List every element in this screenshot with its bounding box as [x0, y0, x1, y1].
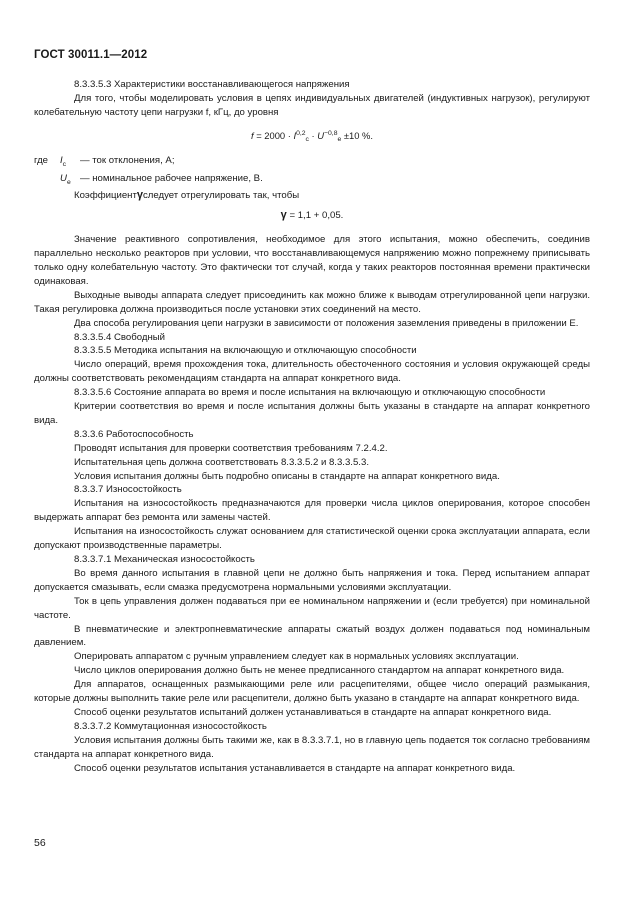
- paragraph: Во время данного испытания в главной цепи не должно быть напряжения и тока. Перед испытанием аппарат допускается смазывать, если смазка предусмотрена нормальными условиями эксплуатации.: [34, 567, 590, 593]
- gamma-symbol: γ: [136, 189, 143, 202]
- gamma-eq-value: = 1,1 + 0,05.: [286, 210, 344, 222]
- where-indent: [34, 172, 60, 190]
- where-line-2: [34, 172, 590, 190]
- where-word: где: [34, 154, 49, 166]
- document-header: ГОСТ 30011.1—2012: [34, 49, 148, 61]
- paragraph: Для того, чтобы моделировать условия в цепях индивидуальных двигателей (индуктивных нагрузок), регулируют колебательную частоту цепи нагрузки f, кГц, до уровня: [34, 92, 590, 118]
- section-heading: 8.3.3.5.4 Свободный: [74, 331, 166, 343]
- where-ue-text: — номинальное рабочее напряжение, В.: [80, 172, 263, 184]
- section-heading: 8.3.3.5.3 Характеристики восстанавливающегося напряжения: [74, 79, 350, 90]
- paragraph: Число операций, время прохождения тока, длительность обесточенного состояния и условия окружающей среды должны соответствовать рекомендациям стандарта на аппарат конкретного вида.: [34, 359, 590, 385]
- where-ue-sub: e: [66, 178, 71, 186]
- paragraph: В пневматические и электропневматические аппараты сжатый воздух должен подаваться под номинальным давлением.: [34, 623, 590, 649]
- where-symbol-ic: [60, 154, 80, 172]
- gamma-equation: [34, 209, 590, 223]
- where-ic-letter: I: [60, 154, 63, 166]
- formula-ic-sub: c: [305, 135, 309, 143]
- frequency-formula: [34, 128, 590, 144]
- formula-coef: = 2000 ·: [253, 129, 294, 141]
- gamma-intro-a: Коэффициент: [74, 190, 137, 202]
- paragraph: Испытательная цепь должна соответствовать 8.3.3.5.2 и 8.3.3.5.3.: [74, 456, 369, 468]
- paragraph: Ток в цепь управления должен подаваться при ее номинальном напряжении и (если требуется) при номинальной частоте.: [34, 595, 590, 621]
- formula-ic-exp: 0,2: [296, 129, 306, 137]
- section-heading: 8.3.3.5.6 Состояние аппарата во время и после испытания на включающую и отключающую способности: [74, 387, 546, 399]
- paragraph: Два способа регулирования цепи нагрузки в зависимости от положения заземления приведены в приложении Е.: [74, 317, 579, 329]
- formula-ic: I: [293, 129, 297, 141]
- paragraph: Критерии соответствия во время и после испытания должны быть указаны в стандарте на аппарат конкретного вида.: [34, 401, 590, 426]
- paragraph: Проводят испытания для проверки соответствия требованиям 7.2.4.2.: [74, 442, 388, 454]
- paragraph: Выходные выводы аппарата следует присоединить как можно ближе к выводам отрегулированной цепи нагрузки. Такая регулировка должна производиться после установки этих соединений на место.: [34, 289, 590, 315]
- where-ue-letter: U: [60, 172, 67, 184]
- formula-dot: ·: [308, 129, 318, 141]
- paragraph: Условия испытания должны быть такими же, как в 8.3.3.7.1, но в главную цепь подается ток согласно требованиям стандарта на аппарат конкретного вида.: [34, 734, 590, 760]
- gamma-eq-symbol: γ: [280, 209, 287, 222]
- paragraph: Значение реактивного сопротивления, необходимое для этого испытания, можно обеспечить, соединив параллельно несколько реакторов при условии, что восстанавливающемуся напряжению можно попрежнему приписывать только одну колебательную частоту. Это фактически тот случай, когда у таких реакторов постоянная времени практически одинаковая.: [34, 234, 590, 287]
- where-line-1: [34, 154, 590, 172]
- paragraph: Оперировать аппаратом с ручным управлением следует как в нормальных условиях эксплуатации.: [74, 651, 519, 663]
- section-heading: 8.3.3.7.1 Механическая износостойкость: [74, 554, 255, 565]
- where-ic-text: — ток отклонения, А;: [80, 154, 175, 166]
- page-body: [34, 78, 590, 776]
- paragraph: Для аппаратов, оснащенных размыкающими реле или расцепителями, общее число операций размыкания, которые должны выполнить такие реле или расцепители, должно быть указано в стандарте на аппарат конкретного вида.: [34, 679, 590, 705]
- gamma-intro-b: следует отрегулировать так, чтобы: [142, 190, 300, 202]
- page-number: 56: [34, 837, 46, 849]
- formula-ue-exp: −0,8: [324, 129, 338, 137]
- formula-ue-sub: e: [337, 135, 342, 143]
- section-heading: 8.3.3.7.2 Коммутационная износостойкость: [74, 720, 267, 732]
- paragraph: Способ оценки результатов испытания устанавливается в стандарте на аппарат конкретного вида.: [74, 762, 516, 774]
- where-ic-sub: c: [62, 160, 67, 168]
- section-heading: 8.3.3.5.5 Методика испытания на включающую и отключающую способности: [74, 345, 417, 357]
- paragraph: Способ оценки результатов испытаний должен устанавливаться в стандарте на аппарат конкретного вида.: [74, 706, 552, 718]
- paragraph: Условия испытания должны быть подробно описаны в стандарте на аппарат конкретного вида.: [74, 470, 500, 482]
- gamma-intro: [34, 189, 590, 203]
- formula-f: f: [250, 129, 254, 141]
- paragraph: Испытания на износостойкость предназначаются для проверки числа циклов оперирования, которое способен выдержать аппарат без ремонта или замены частей.: [34, 498, 590, 524]
- where-symbol-ue: [60, 172, 80, 190]
- section-heading: 8.3.3.6 Работоспособность: [74, 428, 194, 440]
- section-heading: 8.3.3.7 Износостойкость: [74, 484, 182, 496]
- paragraph: Испытания на износостойкость служат основанием для статистической оценки срока эксплуатации аппарата, если допускают производственные параметры.: [34, 526, 590, 552]
- formula-tolerance: ±10 %.: [341, 129, 373, 141]
- formula-ue: U: [317, 129, 325, 141]
- paragraph: Число циклов оперирования должно быть не менее предписанного стандартом на аппарат конкретного вида.: [74, 665, 565, 677]
